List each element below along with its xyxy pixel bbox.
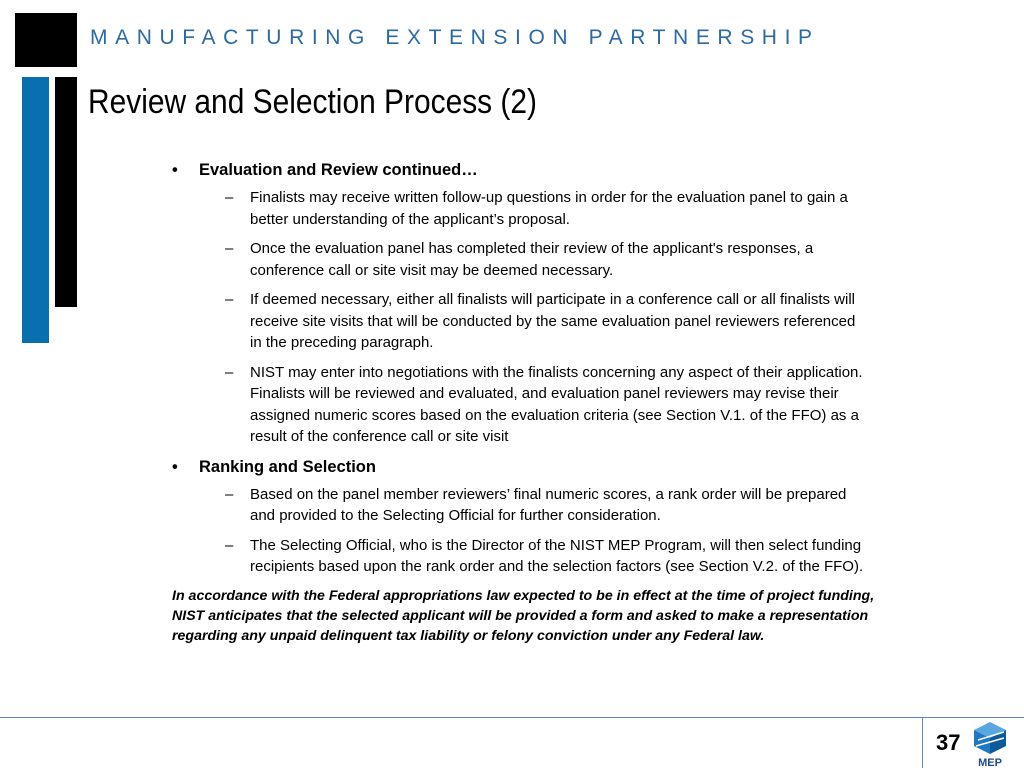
- footer-divider: [0, 717, 1024, 718]
- sub-bullet: [172, 362, 872, 448]
- bullet-heading-text: Ranking and Selection: [199, 457, 376, 476]
- sub-bullet: [172, 484, 872, 527]
- bullet-icon: •: [172, 457, 178, 476]
- sub-bullet-text: Based on the panel member reviewers’ final numeric scores, a rank order will be prepared and provided to the Selecting Official for further consideration.: [250, 485, 847, 524]
- sub-bullet-text: NIST may enter into negotiations with the finalists concerning any aspect of their application. Finalists will be reviewed and evaluated, and evaluation panel reviewers may revise their assigned numeric scores based on the evaluation criteria (see Section V.1. of the FFO) as a result of the conference call or site visit: [250, 363, 863, 445]
- dash-icon: –: [225, 291, 234, 308]
- mep-logo: [970, 718, 1010, 768]
- sub-bullet: [172, 187, 872, 230]
- decorative-black-bar: [55, 77, 77, 307]
- sub-bullet-text: The Selecting Official, who is the Director of the NIST MEP Program, will then select funding recipients based upon the rank order and the selection factors (see Section V.2. of the FFO).: [250, 536, 864, 575]
- slide-body: [172, 159, 875, 646]
- dash-icon: –: [225, 240, 234, 257]
- sub-bullet-text: Once the evaluation panel has completed their review of the applicant's responses, a conference call or site visit may be deemed necessary.: [250, 240, 814, 279]
- sub-bullet-text: If deemed necessary, either all finalists will participate in a conference call or all finalists will receive site visits that will be conducted by the same evaluation panel reviewers referenced in the preceding paragraph.: [250, 291, 856, 351]
- decorative-blue-bar: [22, 77, 49, 343]
- sub-bullet: [172, 238, 872, 281]
- dash-icon: –: [225, 485, 234, 503]
- sub-bullet: [172, 289, 872, 354]
- bullet-heading-text: Evaluation and Review continued…: [199, 161, 478, 179]
- page-number: 37: [936, 730, 961, 755]
- bullet-heading-evaluation: [172, 159, 872, 181]
- dash-icon: –: [225, 363, 234, 381]
- legal-note: In accordance with the Federal appropriations law expected to be in effect at the time of project funding, NIST anticipates that the selected applicant will be provided a form and asked to make a representation regarding any unpaid delinquent tax liability or felony conviction under any Federal law.: [172, 587, 875, 644]
- logo-text: MEP: [978, 757, 1002, 768]
- footer-vertical-divider: [922, 717, 923, 768]
- bullet-heading-ranking: [172, 456, 872, 478]
- decorative-black-block: [15, 13, 77, 67]
- brand-banner: MANUFACTURING EXTENSION PARTNERSHIP: [90, 26, 820, 49]
- sub-bullet: [172, 535, 872, 578]
- sub-bullet-text: Finalists may receive written follow-up questions in order for the evaluation panel to gain a better understanding of the applicant’s proposal.: [250, 189, 848, 228]
- dash-icon: –: [225, 536, 234, 554]
- bullet-icon: •: [172, 161, 178, 179]
- slide-title: Review and Selection Process (2): [88, 83, 538, 121]
- dash-icon: –: [225, 189, 234, 206]
